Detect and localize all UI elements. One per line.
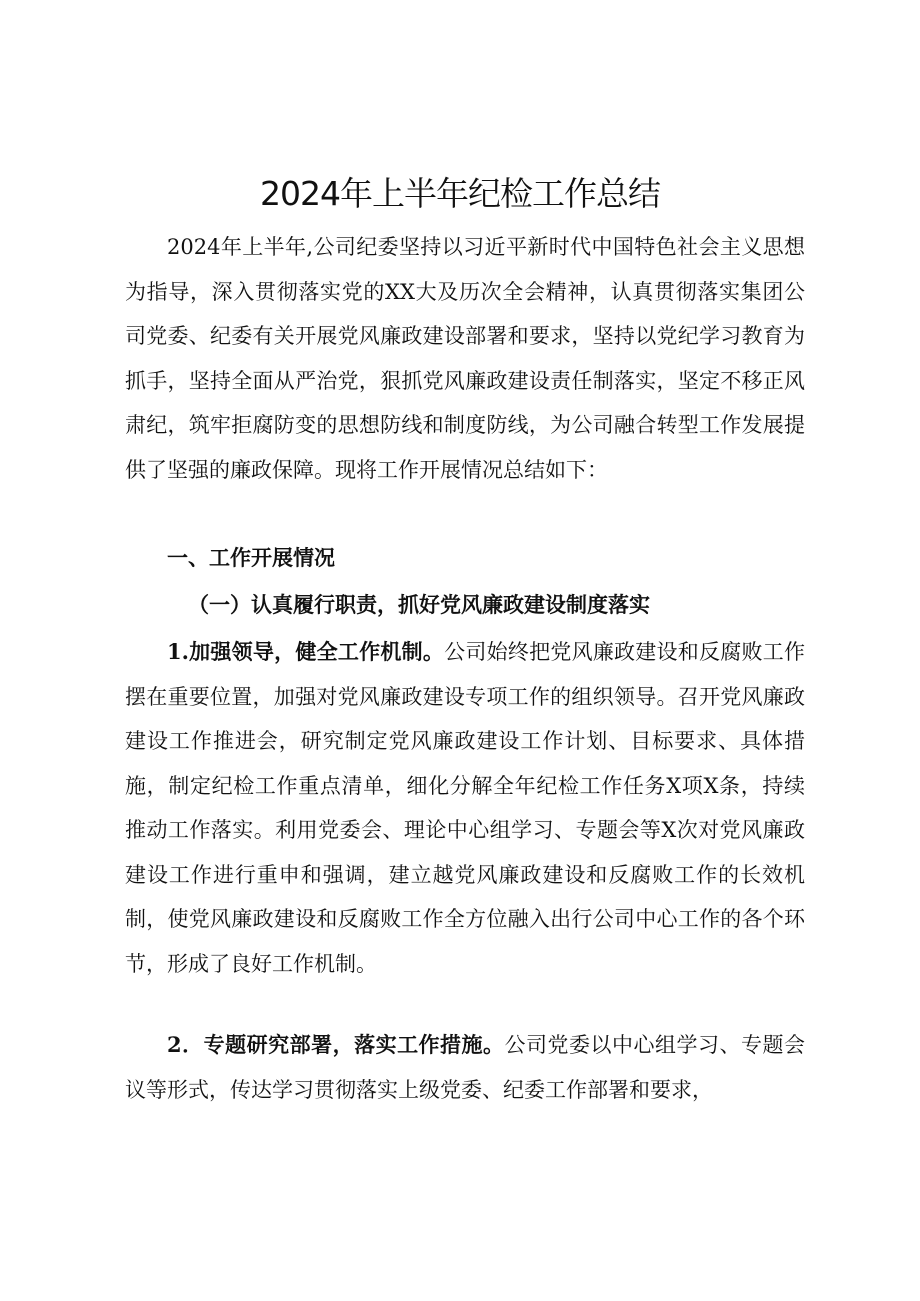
- item-2-text: 公司党委以中心组学习、专题会议等形式，传达学习贯彻落实上级党委、纪委工作部署和要求，: [125, 1033, 805, 1102]
- subsection-heading: （一）认真履行职责，抓好党风廉政建设制度落实: [188, 592, 650, 617]
- document-title: 2024年上半年纪检工作总结: [260, 174, 660, 213]
- item-2-lead: 2．专题研究部署，落实工作措施。: [167, 1032, 505, 1057]
- item-1-text: 公司始终把党风廉政建设和反腐败工作摆在重要位置，加强对党风廉政建设专项工作的组织领导。召开党风廉政建设工作推进会，研究制定党风廉政建设工作计划、目标要求、具体措施，制定纪检工作重点清单，细化分解全年纪检工作任务X项X条，持续推动工作落实。利用党委会、理论中心组学习、专题会等X次对党风廉政建设工作进行重申和强调，建立越党风廉政建设和反腐败工作的长效机制，使党风廉政建设和反腐败工作全方位融入出行公司中心工作的各个环节，形成了良好工作机制。: [125, 640, 806, 976]
- item-1-paragraph: [125, 630, 805, 986]
- section-heading: 一、工作开展情况: [167, 545, 335, 570]
- intro-paragraph: 2024年上半年,公司纪委坚持以习近平新时代中国特色社会主义思想为指导，深入贯彻落实党的XX大及历次全会精神，认真贯彻落实集团公司党委、纪委有关开展党风廉政建设部署和要求，坚持以党纪学习教育为抓手，坚持全面从严治党，狠抓党风廉政建设责任制落实，坚定不移正风肃纪，筑牢拒腐防变的思想防线和制度防线，为公司融合转型工作发展提供了坚强的廉政保障。现将工作开展情况总结如下：: [125, 235, 805, 482]
- item-2-paragraph: [125, 1023, 805, 1112]
- item-1-lead: 1.加强领导，健全工作机制。: [167, 639, 445, 664]
